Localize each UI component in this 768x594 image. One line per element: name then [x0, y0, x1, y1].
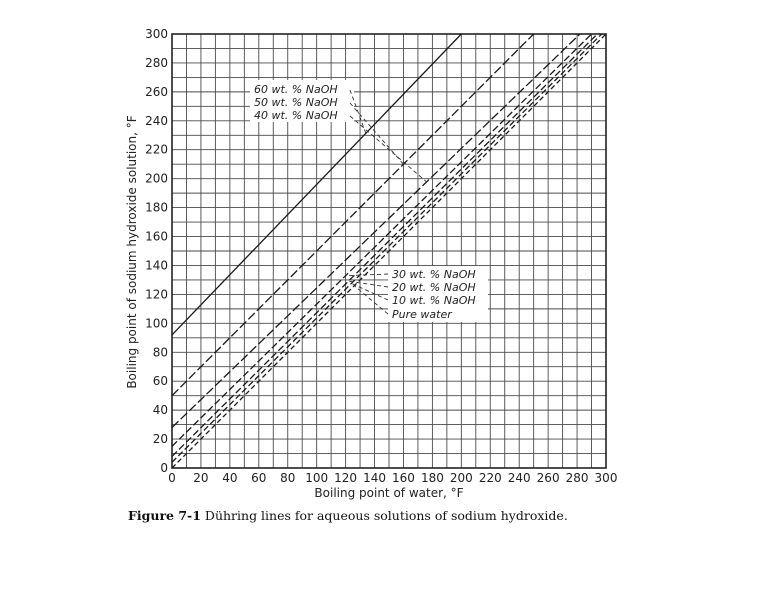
figure-number: Figure 7-1 [128, 508, 201, 523]
y-tick-label: 40 [152, 403, 168, 418]
y-tick-label: 160 [145, 229, 168, 244]
legend-label-10: 10 wt. % NaOH [392, 294, 476, 307]
x-tick-label: 100 [305, 471, 329, 485]
legend-label-pure-water: Pure water [392, 308, 452, 321]
y-tick-label: 240 [145, 113, 168, 128]
x-tick-label: 60 [251, 471, 267, 485]
series-line-5 [172, 34, 602, 462]
legend-lower [388, 266, 488, 322]
series-line-3 [172, 34, 592, 446]
legend-leader-lower [346, 274, 388, 276]
y-tick-label: 220 [145, 142, 168, 157]
x-tick-label: 220 [478, 471, 502, 485]
x-tick-label: 240 [507, 471, 531, 485]
legend-label-20: 20 wt. % NaOH [392, 281, 476, 294]
legend-upper [250, 80, 354, 122]
legend-leader-lower [354, 286, 388, 314]
y-axis-label: Boiling point of sodium hydroxide solution, °F [125, 115, 139, 389]
x-tick-label: 0 [168, 471, 176, 485]
y-tick-label: 200 [145, 171, 168, 186]
legend-label-30: 30 wt. % NaOH [392, 268, 476, 281]
x-tick-label: 260 [536, 471, 560, 485]
x-tick-label: 80 [280, 471, 296, 485]
legend-label-60: 60 wt. % NaOH [254, 83, 338, 96]
y-tick-label: 60 [152, 374, 168, 389]
y-tick-label: 20 [152, 432, 168, 447]
x-axis-label: Boiling point of water, °F [314, 486, 464, 500]
y-tick-label: 180 [145, 200, 168, 215]
figure-caption-text: Dühring lines for aqueous solutions of sodium hydroxide. [204, 508, 568, 523]
y-tick-label: 300 [145, 27, 168, 41]
legend-leader-upper [350, 116, 427, 182]
x-tick-label: 140 [363, 471, 386, 485]
y-tick-label: 80 [152, 345, 168, 360]
x-tick-label: 300 [594, 471, 618, 485]
x-tick-label: 160 [392, 471, 415, 485]
y-tick-label: 100 [145, 316, 168, 331]
y-tick-label: 260 [145, 84, 168, 99]
x-tick-label: 200 [449, 471, 473, 485]
y-tick-label: 0 [160, 461, 168, 475]
figure-caption [128, 508, 568, 523]
legend-label-50: 50 wt. % NaOH [254, 96, 338, 109]
y-tick-label: 280 [145, 55, 168, 70]
legend-label-40: 40 wt. % NaOH [254, 109, 338, 122]
tick-labels [145, 27, 617, 485]
legend-leader-lower [351, 283, 388, 300]
y-tick-label: 120 [145, 287, 168, 302]
x-tick-label: 180 [420, 471, 444, 485]
x-tick-label: 120 [334, 471, 358, 485]
y-tick-label: 140 [145, 258, 168, 273]
x-tick-label: 280 [565, 471, 589, 485]
x-tick-label: 20 [193, 471, 209, 485]
x-tick-label: 40 [222, 471, 238, 485]
